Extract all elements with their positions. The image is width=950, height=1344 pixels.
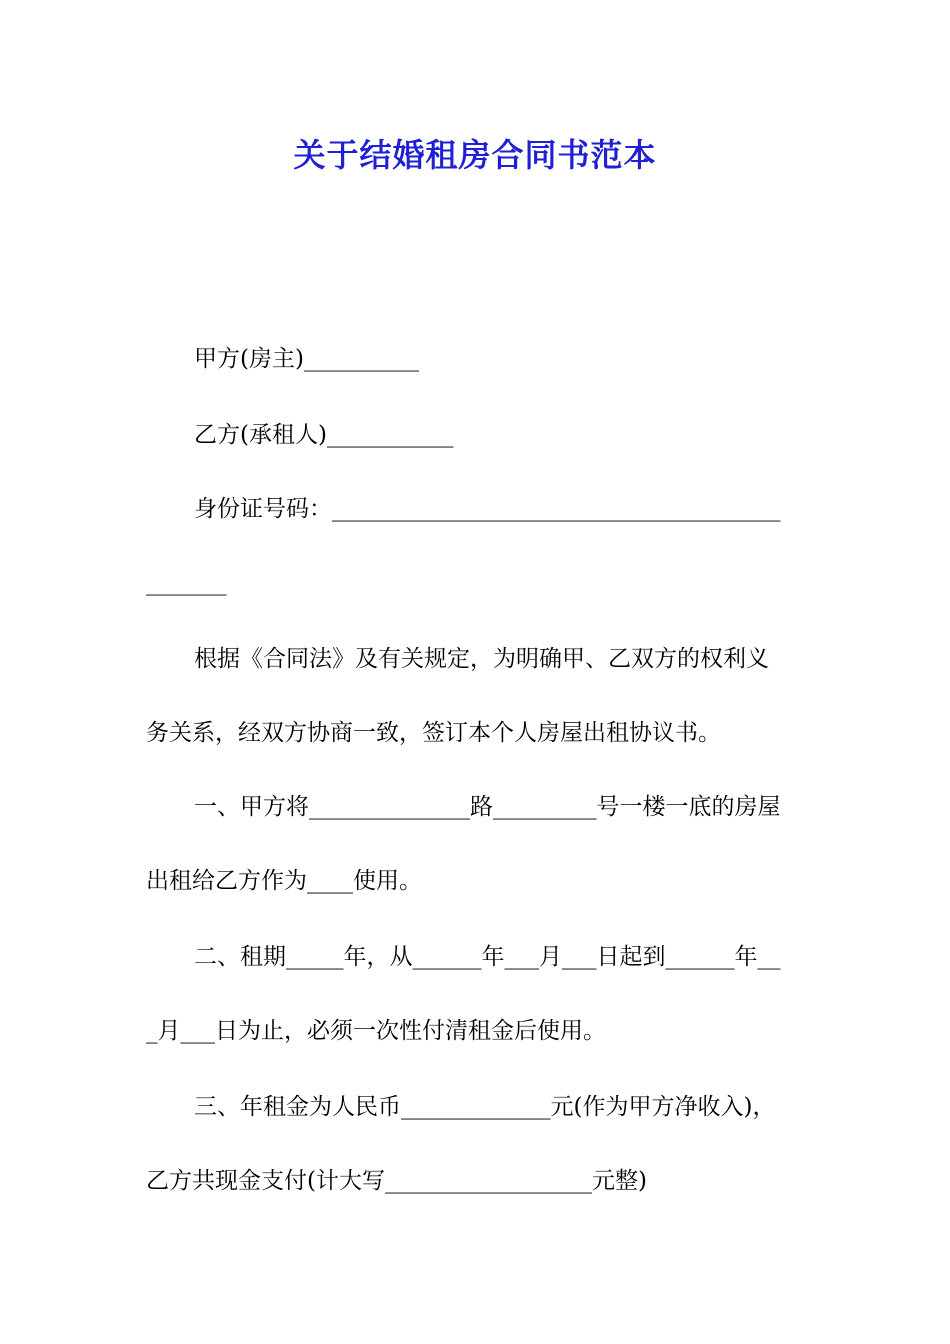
party-a-line: 甲方(房主)__________ <box>194 346 419 372</box>
document-title: 关于结婚租房合同书范本 <box>293 136 657 174</box>
preamble-line-1: 根据《合同法》及有关规定，为明确甲、乙双方的权利义 <box>194 646 769 672</box>
clause-one-line-2: 出租给乙方作为____使用。 <box>146 868 422 894</box>
id-number-line: 身份证号码：_______________________________________ <box>194 496 781 522</box>
clause-three-line-1: 三、年租金为人民币_____________元(作为甲方净收入)， <box>194 1094 776 1120</box>
party-b-line: 乙方(承租人)___________ <box>194 422 454 448</box>
clause-three-line-2: 乙方共现金支付(计大写__________________元整) <box>146 1168 647 1194</box>
preamble-line-2: 务关系，经双方协商一致，签订本个人房屋出租协议书。 <box>146 720 721 746</box>
clause-two-line-1: 二、租期_____年，从______年___月___日起到______年__ <box>194 944 781 970</box>
clause-two-line-2: _月___日为止，必须一次性付清租金后使用。 <box>146 1018 606 1044</box>
id-number-continuation: _______ <box>146 570 227 596</box>
clause-one-line-1: 一、甲方将______________路_________号一楼一底的房屋 <box>194 794 781 820</box>
